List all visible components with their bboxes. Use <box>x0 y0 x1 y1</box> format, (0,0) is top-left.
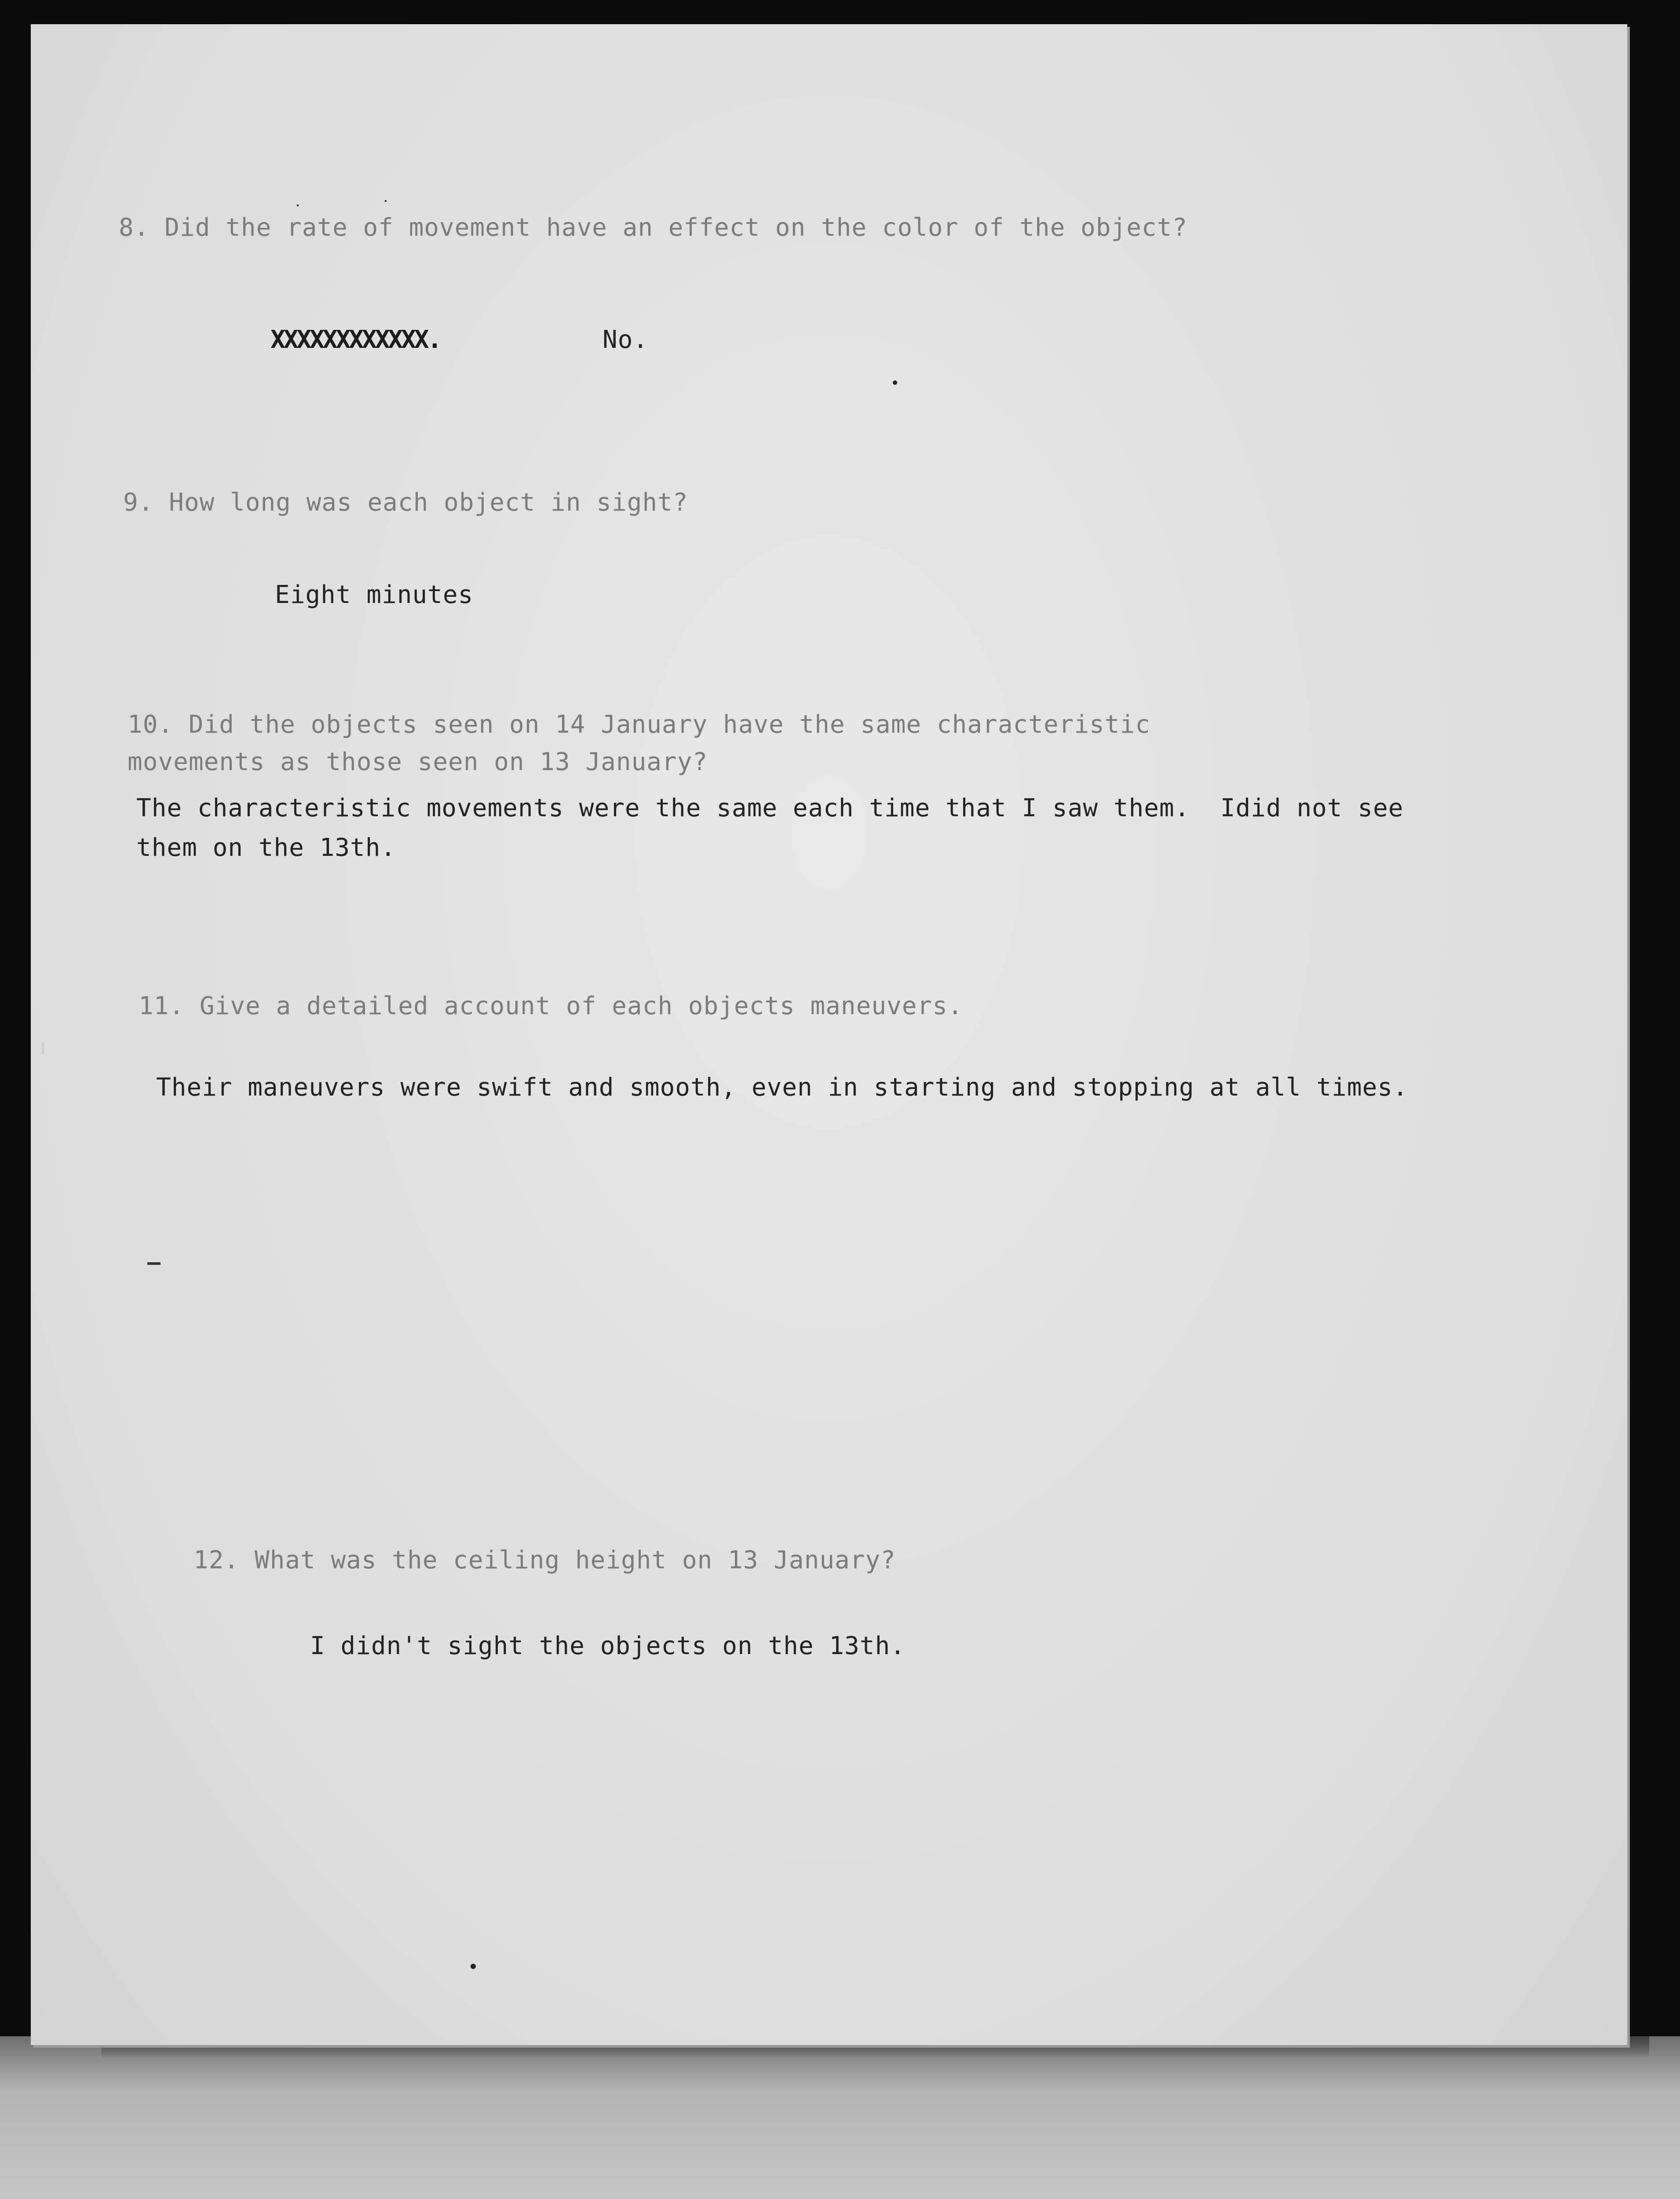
question-number: 10. <box>128 710 174 739</box>
paper-speck <box>385 200 387 202</box>
answer-11: Their maneuvers were swift and smooth, even in starting and stopping at all times. <box>156 1073 1408 1102</box>
question-10-line2: movements as those seen on 13 January? <box>128 748 708 776</box>
question-12 <box>194 1546 896 1574</box>
question-text: Did the objects seen on 14 January have the same characteristic <box>188 710 1150 739</box>
answer-10-line2: them on the 13th. <box>136 833 396 862</box>
answer-8: No. <box>603 325 649 354</box>
question-number: 12. <box>194 1546 240 1574</box>
answer-10-line1: The characteristic movements were the same each time that I saw them. Idid not see <box>136 794 1404 822</box>
question-text: Give a detailed account of each objects maneuvers. <box>199 992 963 1020</box>
paper-speck <box>297 205 299 206</box>
question-number: 8. <box>119 213 150 242</box>
answer-9: Eight minutes <box>275 581 474 609</box>
margin-mark <box>42 1042 44 1055</box>
question-text: What was the ceiling height on 13 January? <box>254 1546 896 1574</box>
question-text: How long was each object in sight? <box>169 488 688 517</box>
struck-out-text: XXXXXXXXXXXX. <box>270 325 441 354</box>
question-11 <box>139 992 963 1020</box>
question-text: Did the rate of movement have an effect on the color of the object? <box>164 213 1188 242</box>
document-page <box>31 24 1627 2045</box>
paper-speck <box>893 380 897 385</box>
paper-speck <box>147 1262 161 1265</box>
question-10-line1 <box>128 710 1150 739</box>
backing-board <box>0 2036 1680 2199</box>
paper-speck <box>471 1964 476 1969</box>
question-number: 9. <box>123 488 154 517</box>
answer-12: I didn't sight the objects on the 13th. <box>310 1632 906 1660</box>
question-number: 11. <box>139 992 185 1020</box>
question-9 <box>123 488 688 517</box>
question-8 <box>119 213 1187 242</box>
